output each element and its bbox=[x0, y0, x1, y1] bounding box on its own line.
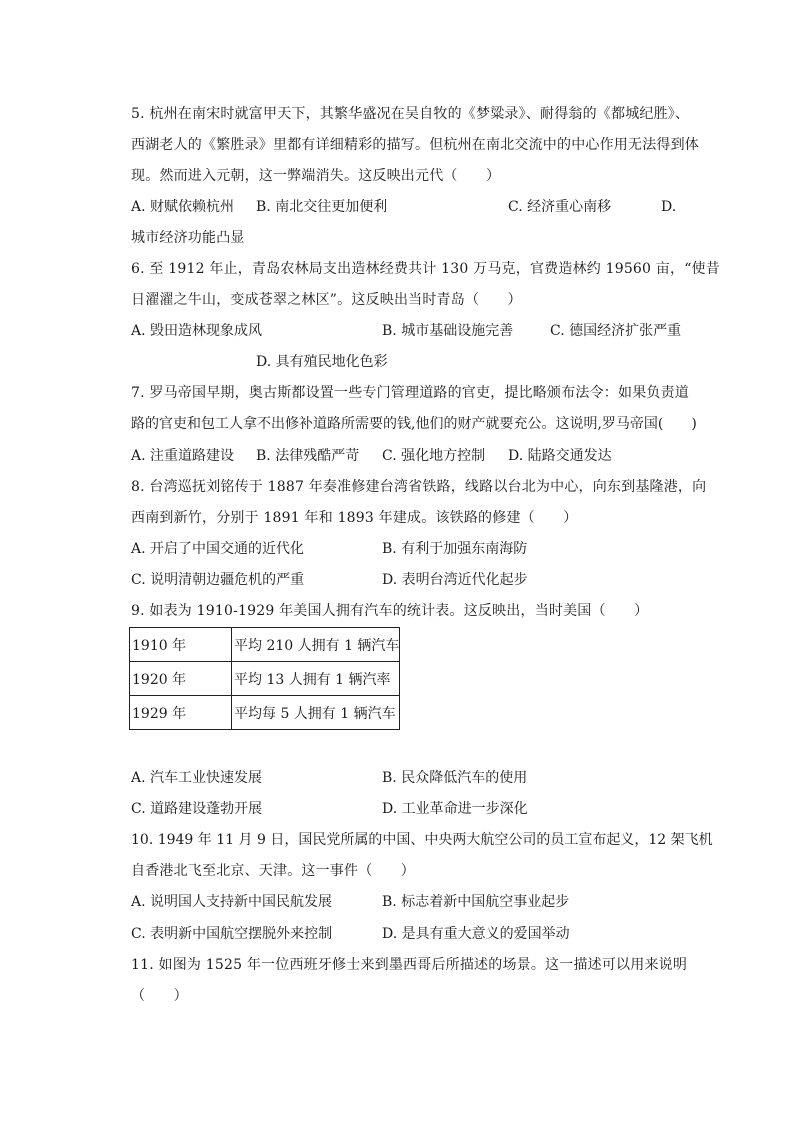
q7-option-a[interactable]: A. 注重道路建设 bbox=[131, 448, 235, 464]
q8-option-d[interactable]: D. 表明台湾近代化起步 bbox=[382, 572, 528, 588]
q5-option-b[interactable]: B. 南北交往更加便利 bbox=[256, 199, 388, 215]
q6-option-b[interactable]: B. 城市基础设施完善 bbox=[382, 323, 514, 339]
q10-option-d[interactable]: D. 是具有重大意义的爱国举动 bbox=[382, 926, 570, 942]
q8-option-a[interactable]: A. 开启了中国交通的近代化 bbox=[131, 541, 305, 557]
car-ownership-table bbox=[129, 627, 400, 730]
q7-option-c[interactable]: C. 强化地方控制 bbox=[382, 448, 486, 464]
q7-option-d[interactable]: D. 陆路交通发达 bbox=[508, 448, 612, 464]
q6-option-d[interactable]: D. 具有殖民地化色彩 bbox=[256, 354, 388, 370]
q9-option-b[interactable]: B. 民众降低汽车的使用 bbox=[382, 770, 528, 786]
q9-option-c[interactable]: C. 道路建设蓬勃开展 bbox=[131, 801, 263, 817]
q5-option-a[interactable]: A. 财赋依赖杭州 bbox=[131, 199, 235, 215]
q8-option-c[interactable]: C. 说明清朝边疆危机的严重 bbox=[131, 572, 305, 588]
q5-option-d[interactable]: D. bbox=[661, 199, 677, 215]
q10-stem-line-1: 10. 1949 年 11 月 9 日，国民党所属的中国、中央两大航空公司的员工宣布起义，12 架飞机 bbox=[131, 832, 713, 848]
q5-stem-line-1: 5. 杭州在南宋时就富甲天下，其繁华盛况在吴自牧的《梦粱录》、耐得翁的《都城纪胜》、 bbox=[131, 106, 690, 122]
q5-stem-line-2: 西湖老人的《繁胜录》里都有详细精彩的描写。但杭州在南北交流中的中心作用无法得到体 bbox=[131, 137, 699, 153]
table-cell-ratio: 平均 210 人拥有 1 辆汽车 bbox=[232, 628, 400, 662]
q8-stem-line-2: 西南到新竹，分别于 1891 年和 1893 年建成。该铁路的修建（ ） bbox=[131, 510, 578, 526]
q9-stem-line-1: 9. 如表为 1910-1929 年美国人拥有汽车的统计表。这反映出，当时美国（ ） bbox=[131, 603, 649, 619]
q10-option-b[interactable]: B. 标志着新中国航空事业起步 bbox=[382, 894, 570, 910]
q7-stem-line-2: 路的官吏和包工人拿不出修补道路所需要的钱,他们的财产就要充公。这说明,罗马帝国( ) bbox=[131, 416, 697, 432]
q11-stem-line-2: （ ） bbox=[131, 988, 188, 1004]
q6-option-a[interactable]: A. 毁田造林现象成风 bbox=[131, 323, 263, 339]
q7-option-b[interactable]: B. 法律残酷严苛 bbox=[256, 448, 360, 464]
q8-stem-line-1: 8. 台湾巡抚刘铭传于 1887 年奏准修建台湾省铁路，线路以台北为中心，向东到基隆港，向 bbox=[131, 479, 707, 495]
q10-option-a[interactable]: A. 说明国人支持新中国民航发展 bbox=[131, 894, 333, 910]
table-cell-ratio: 平均 13 人拥有 1 辆汽率 bbox=[232, 662, 400, 696]
q10-option-c[interactable]: C. 表明新中国航空摆脱外来控制 bbox=[131, 926, 333, 942]
q5-option-d-text[interactable]: 城市经济功能凸显 bbox=[131, 230, 245, 246]
q5-option-c[interactable]: C. 经济重心南移 bbox=[508, 199, 612, 215]
q9-option-d[interactable]: D. 工业革命进一步深化 bbox=[382, 801, 528, 817]
table-cell-year: 1920 年 bbox=[130, 662, 232, 696]
q6-stem-line-1: 6. 至 1912 年止，青岛农林局支出造林经费共计 130 万马克，官费造林约 19560 亩，“使昔 bbox=[131, 261, 720, 277]
table-row bbox=[130, 662, 400, 696]
table-row bbox=[130, 696, 400, 730]
table-cell-year: 1929 年 bbox=[130, 696, 232, 730]
table-row bbox=[130, 628, 400, 662]
q5-stem-line-3: 现。然而进入元朝，这一弊端消失。这反映出元代（ ） bbox=[131, 168, 501, 184]
q8-option-b[interactable]: B. 有利于加强东南海防 bbox=[382, 541, 528, 557]
q7-stem-line-1: 7. 罗马帝国早期，奥古斯都设置一些专门管理道路的官吏，提比略颁布法令：如果负责道 bbox=[131, 385, 690, 401]
q6-stem-line-2: 日濯濯之牛山，变成苍翠之林区”。这反映出当时青岛（ ） bbox=[131, 292, 522, 308]
q10-stem-line-2: 自香港北飞至北京、天津。这一事件（ ） bbox=[131, 863, 415, 879]
q9-option-a[interactable]: A. 汽车工业快速发展 bbox=[131, 770, 263, 786]
q6-option-c[interactable]: C. 德国经济扩张严重 bbox=[550, 323, 682, 339]
table-cell-ratio: 平均每 5 人拥有 1 辆汽车 bbox=[232, 696, 400, 730]
table-cell-year: 1910 年 bbox=[130, 628, 232, 662]
q11-stem-line-1: 11. 如图为 1525 年一位西班牙修士来到墨西哥后所描述的场景。这一描述可以用来说明 bbox=[131, 957, 688, 973]
